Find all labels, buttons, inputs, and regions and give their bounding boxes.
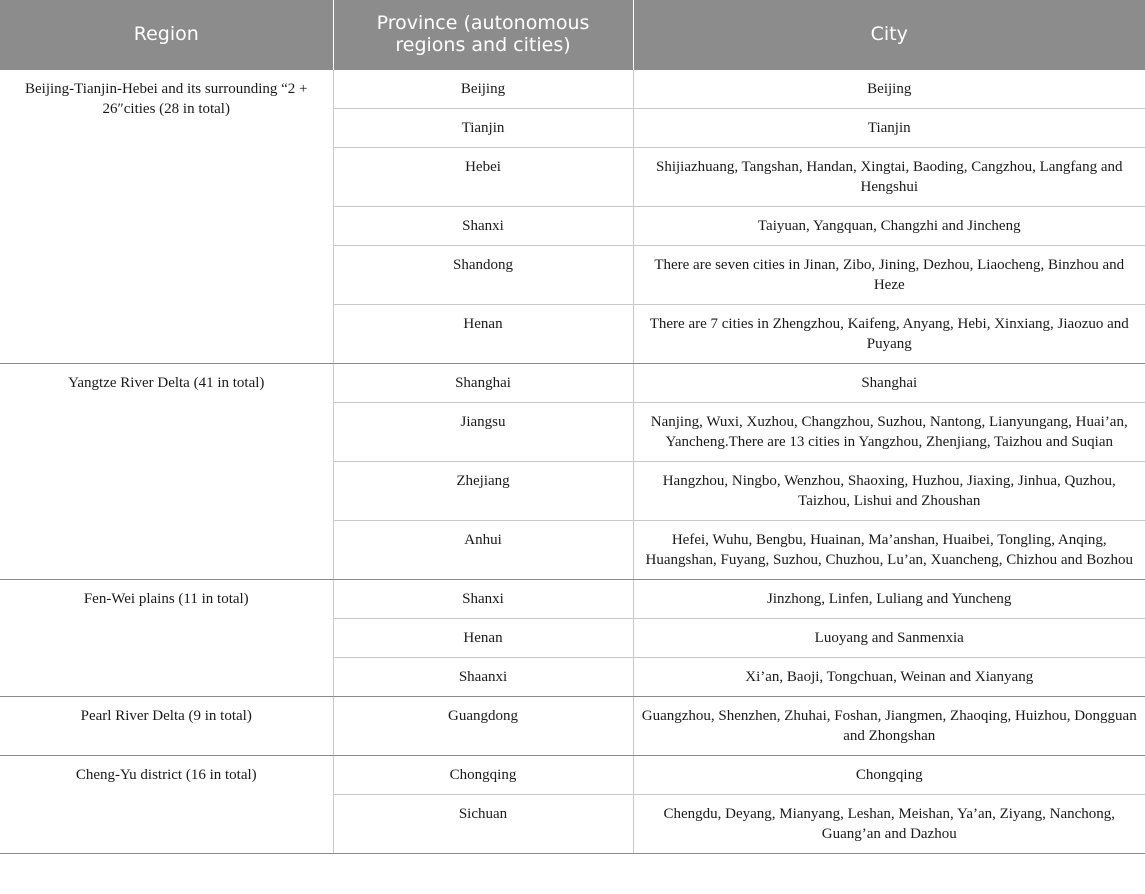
table-header-row [0, 0, 1145, 70]
province-cell: Guangdong [333, 697, 633, 756]
city-cell: Jinzhong, Linfen, Luliang and Yuncheng [633, 580, 1145, 619]
header-city: City [633, 0, 1145, 70]
city-cell: Xi’an, Baoji, Tongchuan, Weinan and Xianyang [633, 658, 1145, 697]
province-cell: Sichuan [333, 795, 633, 854]
province-cell: Shanxi [333, 580, 633, 619]
province-cell: Zhejiang [333, 462, 633, 521]
province-cell: Chongqing [333, 756, 633, 795]
city-cell: Shijiazhuang, Tangshan, Handan, Xingtai, Baoding, Cangzhou, Langfang and Hengshui [633, 148, 1145, 207]
city-cell: Shanghai [633, 364, 1145, 403]
city-cell: Hefei, Wuhu, Bengbu, Huainan, Ma’anshan, Huaibei, Tongling, Anqing, Huangshan, Fuyang, Suzhou, Chuzhou, Lu’an, Xuancheng, Chizhou and Bozhou [633, 521, 1145, 580]
header-region: Region [0, 0, 333, 70]
province-cell: Tianjin [333, 109, 633, 148]
region-cell: Yangtze River Delta (41 in total) [0, 364, 333, 580]
province-cell: Shanghai [333, 364, 633, 403]
city-cell: Guangzhou, Shenzhen, Zhuhai, Foshan, Jiangmen, Zhaoqing, Huizhou, Dongguan and Zhongshan [633, 697, 1145, 756]
table-row [0, 364, 1145, 403]
region-cell: Cheng-Yu district (16 in total) [0, 756, 333, 854]
table-row [0, 756, 1145, 795]
city-cell: Chongqing [633, 756, 1145, 795]
province-cell: Jiangsu [333, 403, 633, 462]
province-cell: Beijing [333, 70, 633, 109]
province-cell: Hebei [333, 148, 633, 207]
city-cell: Nanjing, Wuxi, Xuzhou, Changzhou, Suzhou, Nantong, Lianyungang, Huai’an, Yancheng.There are 13 cities in Yangzhou, Zhenjiang, Taizhou and Suqian [633, 403, 1145, 462]
region-cell: Pearl River Delta (9 in total) [0, 697, 333, 756]
city-cell: Luoyang and Sanmenxia [633, 619, 1145, 658]
region-cell: Fen-Wei plains (11 in total) [0, 580, 333, 697]
table-row [0, 70, 1145, 109]
city-cell: Beijing [633, 70, 1145, 109]
city-cell: There are 7 cities in Zhengzhou, Kaifeng, Anyang, Hebi, Xinxiang, Jiaozuo and Puyang [633, 305, 1145, 364]
province-cell: Henan [333, 305, 633, 364]
city-cell: Taiyuan, Yangquan, Changzhi and Jincheng [633, 207, 1145, 246]
header-province: Province (autonomous regions and cities) [333, 0, 633, 70]
table-row [0, 580, 1145, 619]
province-cell: Shandong [333, 246, 633, 305]
province-cell: Henan [333, 619, 633, 658]
city-cell: Chengdu, Deyang, Mianyang, Leshan, Meishan, Ya’an, Ziyang, Nanchong, Guang’an and Dazhou [633, 795, 1145, 854]
city-cell: There are seven cities in Jinan, Zibo, Jining, Dezhou, Liaocheng, Binzhou and Heze [633, 246, 1145, 305]
city-cell: Tianjin [633, 109, 1145, 148]
city-cell: Hangzhou, Ningbo, Wenzhou, Shaoxing, Huzhou, Jiaxing, Jinhua, Quzhou, Taizhou, Lishui and Zhoushan [633, 462, 1145, 521]
province-cell: Shanxi [333, 207, 633, 246]
province-cell: Anhui [333, 521, 633, 580]
province-cell: Shaanxi [333, 658, 633, 697]
table-row [0, 697, 1145, 756]
region-cell: Beijing-Tianjin-Hebei and its surrounding “2 + 26″cities (28 in total) [0, 70, 333, 364]
